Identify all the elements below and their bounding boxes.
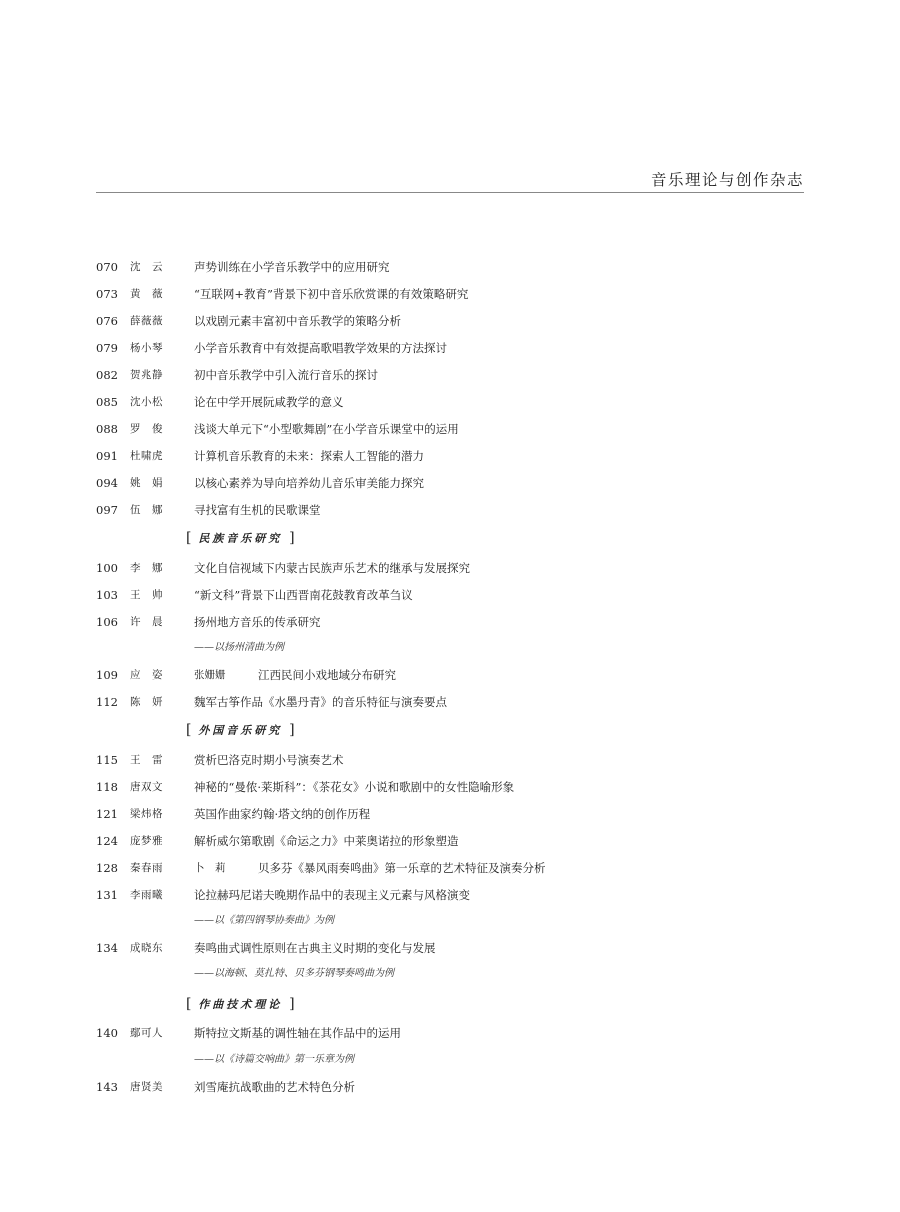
coauthor: 卜 莉	[194, 862, 226, 874]
author: 伍 娜	[130, 504, 163, 516]
author: 李 娜	[130, 562, 163, 574]
article-title: 论在中学开展阮咸教学的意义	[194, 395, 344, 409]
section-heading	[186, 994, 295, 1014]
article-title: 刘雪庵抗战歌曲的艺术特色分析	[194, 1080, 355, 1094]
article-title: 寻找富有生机的民歌课堂	[194, 503, 321, 517]
author: 贺兆静	[130, 369, 163, 381]
article-title: 小学音乐教育中有效提高歌唱教学效果的方法探讨	[194, 341, 447, 355]
page-number: 134	[96, 941, 118, 955]
section-title: 民族音乐研究	[198, 532, 283, 545]
page-number: 085	[96, 395, 118, 409]
author: 应 姿	[130, 669, 163, 681]
article-subtitle: ——以《第四钢琴协奏曲》为例	[194, 915, 334, 926]
article-title: “新文科”背景下山西晋南花鼓教育改革刍议	[194, 588, 413, 602]
article-title: 奏鸣曲式调性原则在古典主义时期的变化与发展	[194, 941, 436, 955]
author: 杨小琴	[130, 342, 163, 354]
author: 沈小松	[130, 396, 163, 408]
coauthor: 张姗姗	[194, 669, 226, 681]
page-number: 131	[96, 888, 118, 902]
page-number: 140	[96, 1026, 118, 1040]
article-title: “互联网+教育”背景下初中音乐欣赏课的有效策略研究	[194, 287, 469, 301]
article-title: 赏析巴洛克时期小号演奏艺术	[194, 753, 344, 767]
article-title: 浅谈大单元下“小型歌舞剧”在小学音乐课堂中的运用	[194, 422, 459, 436]
author: 王 雷	[130, 754, 163, 766]
article-title: 贝多芬《暴风雨奏鸣曲》第一乐章的艺术特征及演奏分析	[258, 861, 546, 875]
page-number: 106	[96, 615, 118, 629]
article-title: 计算机音乐教育的未来：探索人工智能的潜力	[194, 449, 424, 463]
bracket-right: ]	[289, 722, 295, 738]
section-heading	[186, 720, 295, 740]
bracket-left: [	[186, 722, 192, 738]
page-number: 094	[96, 476, 118, 490]
author: 姚 娟	[130, 477, 163, 489]
article-title: 以戏剧元素丰富初中音乐教学的策略分析	[194, 314, 401, 328]
page-number: 118	[96, 780, 118, 794]
author: 沈 云	[130, 261, 163, 273]
author: 鄢可人	[130, 1027, 163, 1039]
page-number: 073	[96, 287, 118, 301]
article-title: 以核心素养为导向培养幼儿音乐审美能力探究	[194, 476, 424, 490]
page-number: 091	[96, 449, 118, 463]
page-number: 082	[96, 368, 118, 382]
author: 梁炜格	[130, 808, 163, 820]
article-title: 英国作曲家约翰·塔文纳的创作历程	[194, 807, 371, 821]
author: 成晓东	[130, 942, 163, 954]
article-title: 文化自信视域下内蒙古民族声乐艺术的继承与发展探究	[194, 561, 470, 575]
article-subtitle: ——以扬州清曲为例	[194, 642, 284, 653]
author: 杜啸虎	[130, 450, 163, 462]
page-number: 115	[96, 753, 118, 767]
section-title: 外国音乐研究	[198, 724, 283, 737]
page-number: 103	[96, 588, 118, 602]
author: 薛薇薇	[130, 315, 163, 327]
author: 李雨曦	[130, 889, 163, 901]
author: 秦春雨	[130, 862, 163, 874]
page-number: 079	[96, 341, 118, 355]
page-number: 121	[96, 807, 118, 821]
author: 罗 俊	[130, 423, 163, 435]
page-number: 109	[96, 668, 118, 682]
article-title: 魏军古筝作品《水墨丹青》的音乐特征与演奏要点	[194, 695, 447, 709]
section-heading	[186, 528, 295, 548]
page-number: 124	[96, 834, 118, 848]
page-number: 070	[96, 260, 118, 274]
page-header	[96, 168, 804, 193]
page-number: 097	[96, 503, 118, 517]
bracket-right: ]	[289, 996, 295, 1012]
article-title: 声势训练在小学音乐教学中的应用研究	[194, 260, 390, 274]
page-number: 143	[96, 1080, 118, 1094]
article-title: 斯特拉文斯基的调性轴在其作品中的运用	[194, 1026, 401, 1040]
article-subtitle: ——以《诗篇交响曲》第一乐章为例	[194, 1054, 354, 1065]
bracket-left: [	[186, 996, 192, 1012]
author: 王 帅	[130, 589, 163, 601]
author: 许 晨	[130, 616, 163, 628]
article-title: 神秘的“曼侬·莱斯科”：《茶花女》小说和歌剧中的女性隐喻形象	[194, 780, 515, 794]
author: 黄 薇	[130, 288, 163, 300]
page-number: 100	[96, 561, 118, 575]
author: 陈 妍	[130, 696, 163, 708]
author: 庞梦雅	[130, 835, 163, 847]
page-number: 088	[96, 422, 118, 436]
article-title: 解析威尔第歌剧《命运之力》中莱奥诺拉的形象塑造	[194, 834, 459, 848]
article-title: 江西民间小戏地域分布研究	[258, 668, 396, 682]
article-title: 论拉赫玛尼诺夫晚期作品中的表现主义元素与风格演变	[194, 888, 470, 902]
journal-title: 音乐理论与创作杂志	[650, 171, 804, 189]
article-title: 扬州地方音乐的传承研究	[194, 615, 321, 629]
bracket-right: ]	[289, 530, 295, 546]
article-subtitle: ——以海顿、莫扎特、贝多芬钢琴奏鸣曲为例	[194, 968, 394, 979]
section-title: 作曲技术理论	[198, 998, 283, 1011]
bracket-left: [	[186, 530, 192, 546]
page-number: 128	[96, 861, 118, 875]
author: 唐双文	[130, 781, 163, 793]
author: 唐贤美	[130, 1081, 163, 1093]
page-number: 112	[96, 695, 118, 709]
page-number: 076	[96, 314, 118, 328]
article-title: 初中音乐教学中引入流行音乐的探讨	[194, 368, 378, 382]
